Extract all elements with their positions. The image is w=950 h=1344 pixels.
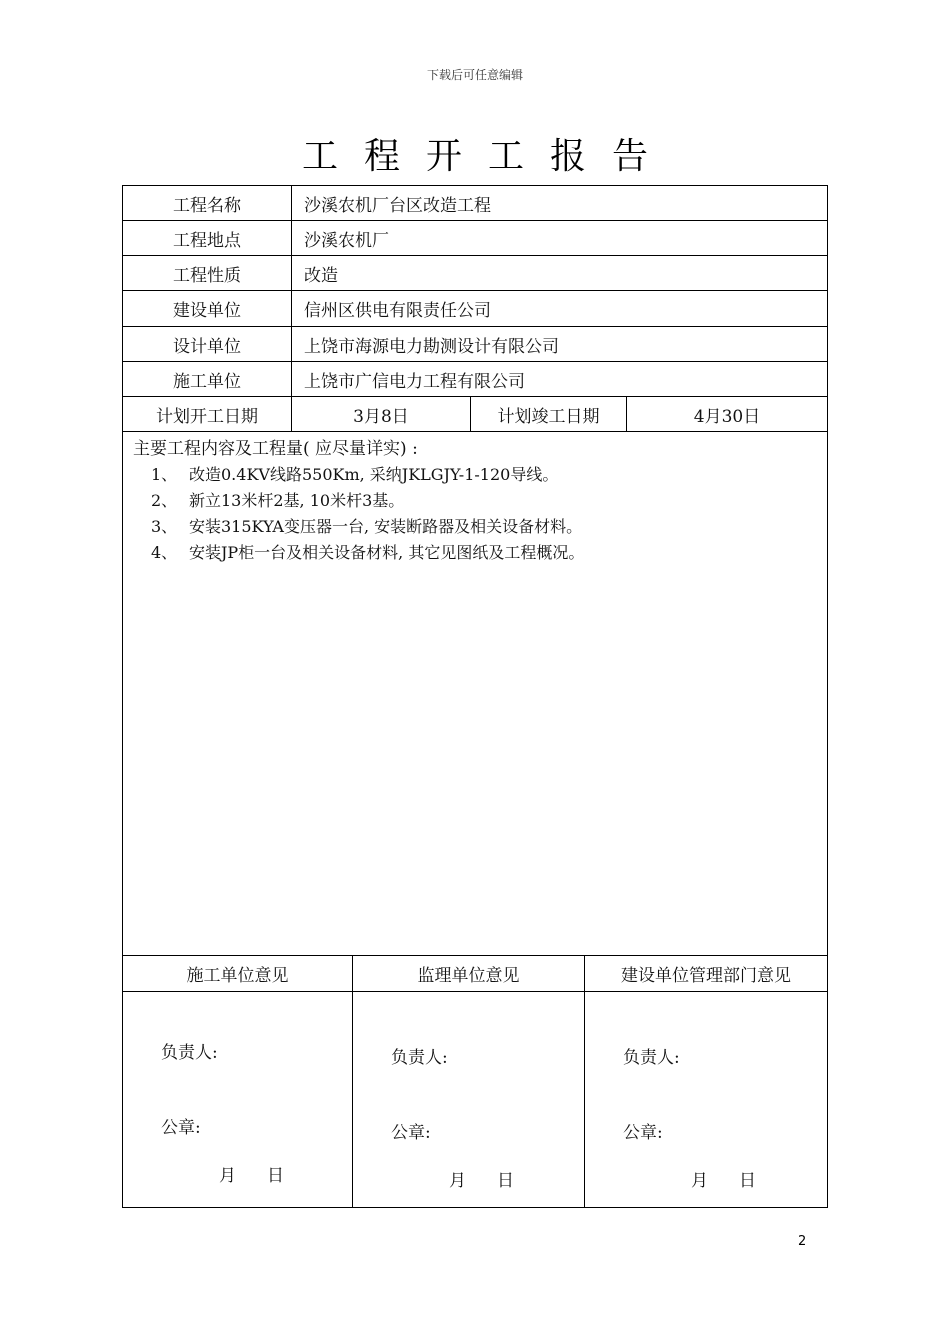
work-item-number: 4、 bbox=[151, 543, 178, 562]
row-project-nature bbox=[123, 256, 827, 291]
month-label: 月 bbox=[449, 1171, 466, 1191]
opinion-header-supervisor: 监理单位意见 bbox=[417, 966, 520, 986]
month-label: 月 bbox=[219, 1166, 236, 1186]
label-project-location: 工程地点 bbox=[123, 221, 292, 255]
row-project-name bbox=[123, 186, 827, 221]
work-item-text: 安装315KYA变压器一台, 安装断路器及相关设备材料。 bbox=[189, 517, 583, 536]
watermark-text: 下载后可任意编辑 bbox=[426, 68, 523, 82]
value-project-name: 沙溪农机厂台区改造工程 bbox=[304, 195, 491, 216]
work-item bbox=[133, 488, 817, 514]
value-planned-end: 4月30日 bbox=[693, 406, 761, 427]
row-builder-unit bbox=[123, 362, 827, 397]
work-content-section bbox=[123, 432, 827, 956]
label-design-unit: 设计单位 bbox=[123, 327, 292, 361]
value-builder-unit: 上饶市广信电力工程有限公司 bbox=[304, 371, 525, 392]
responsible-label: 负责人: bbox=[391, 1048, 448, 1068]
report-form bbox=[122, 185, 828, 1208]
responsible-label: 负责人: bbox=[161, 1043, 218, 1063]
work-item-number: 1、 bbox=[151, 465, 178, 484]
label-planned-end: 计划竣工日期 bbox=[471, 397, 627, 431]
opinion-body-row bbox=[123, 992, 827, 1208]
value-construction-owner: 信州区供电有限责任公司 bbox=[304, 301, 491, 321]
label-construction-owner: 建设单位 bbox=[123, 291, 292, 326]
label-builder-unit: 施工单位 bbox=[123, 362, 292, 396]
value-project-nature: 改造 bbox=[304, 265, 338, 286]
row-construction-owner bbox=[123, 291, 827, 327]
value-planned-start: 3月8日 bbox=[292, 397, 471, 431]
responsible-label: 负责人: bbox=[623, 1048, 680, 1068]
row-design-unit bbox=[123, 327, 827, 362]
row-project-location bbox=[123, 221, 827, 256]
day-label: 日 bbox=[267, 1166, 284, 1186]
work-item-text: 改造0.4KV线路550Km, 采纳JKLGJY-1-120导线。 bbox=[189, 465, 559, 484]
opinion-header-cell bbox=[123, 956, 353, 991]
work-item-number: 2、 bbox=[151, 491, 178, 510]
opinion-header-owner-dept: 建设单位管理部门意见 bbox=[621, 966, 791, 986]
work-item bbox=[133, 514, 817, 540]
page-number: 2 bbox=[798, 1234, 807, 1249]
row-schedule bbox=[123, 397, 827, 432]
seal-label: 公章: bbox=[391, 1123, 431, 1143]
label-project-name: 工程名称 bbox=[123, 186, 292, 220]
value-project-location: 沙溪农机厂 bbox=[304, 230, 389, 251]
opinion-cell-builder bbox=[123, 992, 353, 1208]
opinion-header-cell bbox=[353, 956, 585, 991]
work-item-text: 新立13米杆2基, 10米杆3基。 bbox=[189, 491, 405, 510]
work-item-text: 安装JP柜一台及相关设备材料, 其它见图纸及工程概况。 bbox=[189, 543, 585, 562]
month-label: 月 bbox=[691, 1171, 708, 1191]
day-label: 日 bbox=[497, 1171, 514, 1191]
seal-label: 公章: bbox=[161, 1118, 201, 1138]
opinion-cell-owner-dept bbox=[585, 992, 827, 1208]
work-item bbox=[133, 462, 817, 488]
label-project-nature: 工程性质 bbox=[123, 256, 292, 290]
work-item-number: 3、 bbox=[151, 517, 178, 536]
opinion-header-builder: 施工单位意见 bbox=[186, 966, 289, 986]
label-planned-start: 计划开工日期 bbox=[123, 397, 292, 431]
opinion-header-row bbox=[123, 956, 827, 992]
seal-label: 公章: bbox=[623, 1123, 663, 1143]
work-content-heading: 主要工程内容及工程量( 应尽量详实) : bbox=[133, 439, 418, 459]
work-item bbox=[133, 540, 817, 566]
opinion-cell-supervisor bbox=[353, 992, 585, 1208]
value-design-unit: 上饶市海源电力勘测设计有限公司 bbox=[304, 336, 559, 357]
document-title: 工程开工报告 bbox=[301, 136, 674, 177]
opinion-header-cell bbox=[585, 956, 827, 991]
day-label: 日 bbox=[739, 1171, 756, 1191]
